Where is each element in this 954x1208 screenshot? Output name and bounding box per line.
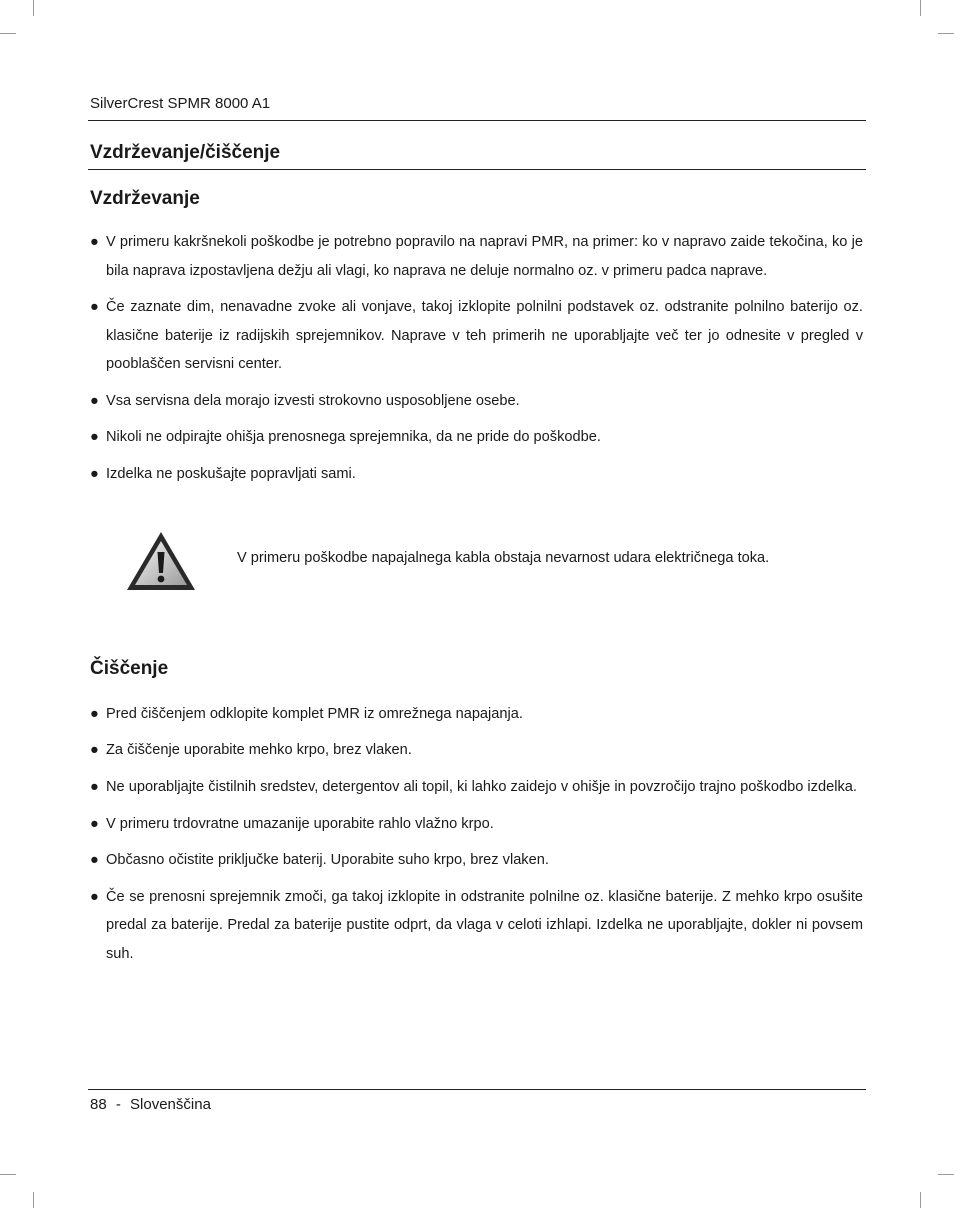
list-item: ● Občasno očistite priključke baterij. Uporabite suho krpo, brez vlaken. — [90, 852, 549, 868]
footer-rule — [88, 1089, 866, 1090]
crop-mark — [938, 33, 954, 34]
list-item: ● Za čiščenje uporabite mehko krpo, brez vlaken. — [90, 741, 412, 758]
maintenance-list — [90, 228, 863, 488]
cleaning-heading: Čiščenje — [90, 658, 169, 679]
warning-triangle-icon — [125, 530, 197, 592]
list-item: ● Nikoli ne odpirajte ohišja prenosnega sprejemnika, da ne pride do poškodbe. — [90, 429, 601, 445]
running-header: SilverCrest SPMR 8000 A1 — [90, 95, 271, 112]
crop-mark — [0, 1174, 16, 1175]
list-item: ● Izdelka ne poskušajte popravljati sami. — [90, 465, 356, 482]
list-item: ● Če se prenosni sprejemnik zmoči, ga takoj izklopite in odstranite polnilne oz. klasične baterije. Z mehko krpo osušite predal za baterije. Predal za baterije pustite odprt, da vlaga v celoti izhlapi. Izdelka ne uporabljajte, dokler ni povsem suh. — [90, 888, 863, 962]
list-item: ● Vsa servisna dela morajo izvesti strokovno usposobljene osebe. — [90, 392, 520, 409]
crop-mark — [920, 1192, 921, 1208]
list-item: ● Pred čiščenjem odklopite komplet PMR iz omrežnega napajanja. — [90, 706, 523, 722]
crop-mark — [33, 0, 34, 16]
footer-language: Slovenščina — [130, 1096, 211, 1113]
list-item: ● V primeru kakršnekoli poškodbe je potrebno popravilo na napravi PMR, na primer: ko v napravo zaide tekočina, ko je bila naprava izpostavljena dežju ali vlagi, ko naprava ne deluje normalno oz. v primeru padca naprave. — [90, 234, 863, 279]
section-title: Vzdrževanje/čiščenje — [90, 142, 281, 163]
list-item: ● Če zaznate dim, nenavadne zvoke ali vonjave, takoj izklopite polnilni podstavek oz. odstranite polnilno baterijo oz. klasične baterije iz radijskih sprejemnikov. Naprave v teh primerih ne uporabljajte več ter jo odnesite v pregled v pooblaščen servisni center. — [90, 299, 863, 372]
footer-separator: - — [115, 1096, 121, 1113]
section-rule — [88, 169, 866, 170]
list-item: ● Ne uporabljajte čistilnih sredstev, detergentov ali topil, ki lahko zaidejo v ohišje in povzročijo trajno poškodbo izdelka. — [90, 779, 857, 795]
crop-mark — [0, 33, 16, 34]
crop-mark — [920, 0, 921, 16]
warning-notice — [125, 530, 865, 594]
crop-mark — [33, 1192, 34, 1208]
crop-mark — [938, 1174, 954, 1175]
header-rule — [88, 120, 866, 121]
page-footer — [90, 1096, 211, 1113]
list-item: ● V primeru trdovratne umazanije uporabite rahlo vlažno krpo. — [90, 815, 494, 832]
maintenance-heading: Vzdrževanje — [90, 188, 200, 209]
cleaning-list — [90, 700, 863, 968]
page-number: 88 — [90, 1096, 107, 1113]
warning-text: V primeru poškodbe napajalnega kabla obstaja nevarnost udara električnega toka. — [237, 550, 770, 566]
